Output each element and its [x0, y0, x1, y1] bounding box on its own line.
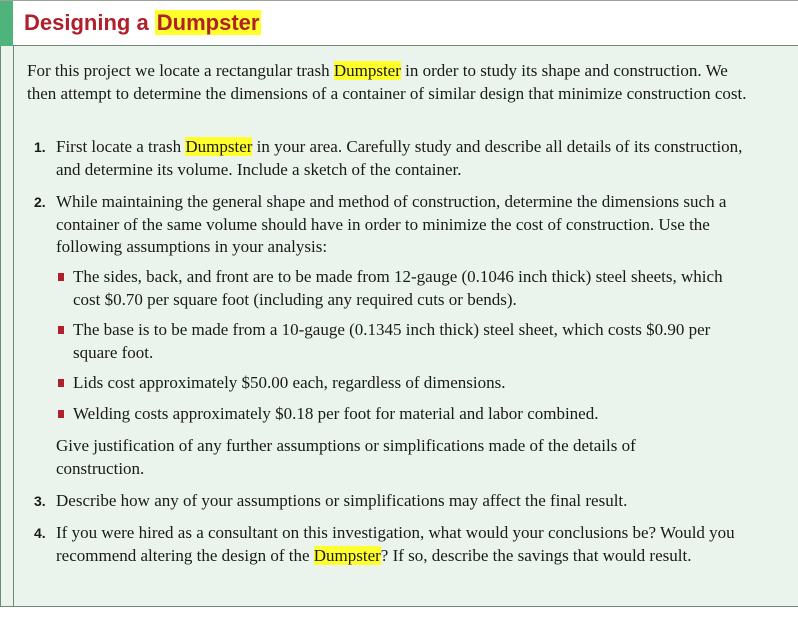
dumpster-highlight: Dumpster: [313, 545, 381, 565]
item-number: 4.: [34, 525, 46, 541]
bullet-item: The base is to be made from a 10-gauge (0.1345 inch thick) steel sheet, which costs $0.90 per square foot.: [73, 320, 711, 362]
bullet-item: Lids cost approximately $50.00 each, regardless of dimensions.: [73, 373, 506, 392]
dumpster-highlight: Dumpster: [185, 137, 253, 156]
title-accent-bar: [0, 1, 13, 46]
bullet-item: The sides, back, and front are to be made from 12-gauge (0.1046 inch thick) steel sheets, which cost $0.70 per square foot (including any required cuts or bends).: [73, 267, 723, 309]
item-number: 3.: [34, 493, 46, 509]
bullet-marker: [58, 410, 64, 418]
title-bar: [0, 0, 798, 46]
left-rule: [13, 46, 14, 607]
title-prefix: Designing a: [24, 10, 155, 35]
bullet-marker: [58, 273, 64, 281]
item-number: 1.: [34, 139, 46, 155]
title-highlight: Dumpster: [156, 10, 260, 35]
page-title: [24, 9, 261, 37]
intro-paragraph: For this project we locate a rectangular trash Dumpster in order to study its shape and construction. We then attempt to determine the dimensions of a container of similar design that minimize construction cost.: [27, 61, 747, 103]
item-number: 2.: [34, 194, 46, 210]
dumpster-highlight: Dumpster: [333, 61, 401, 80]
bullet-marker: [58, 326, 64, 334]
item-footer: Give justification of any further assumptions or simplifications made of the details of construction.: [56, 436, 636, 478]
list-item: If you were hired as a consultant on this investigation, what would your conclusions be? Would you recommend altering the design of the Dumpster? If so, describe the savings that would result.: [56, 523, 735, 565]
bullet-marker: [58, 379, 64, 387]
bullet-item: Welding costs approximately $0.18 per foot for material and labor combined.: [73, 404, 599, 423]
list-item: While maintaining the general shape and method of construction, determine the dimensions such a container of the same volume should have in order to minimize the cost of construction. Use the following assumptions in your analysis:: [56, 192, 727, 256]
list-item: Describe how any of your assumptions or simplifications may affect the final result.: [56, 491, 628, 510]
list-item: First locate a trash Dumpster in your area. Carefully study and describe all details of its construction, and determine its volume. Include a sketch of the container.: [56, 137, 743, 179]
